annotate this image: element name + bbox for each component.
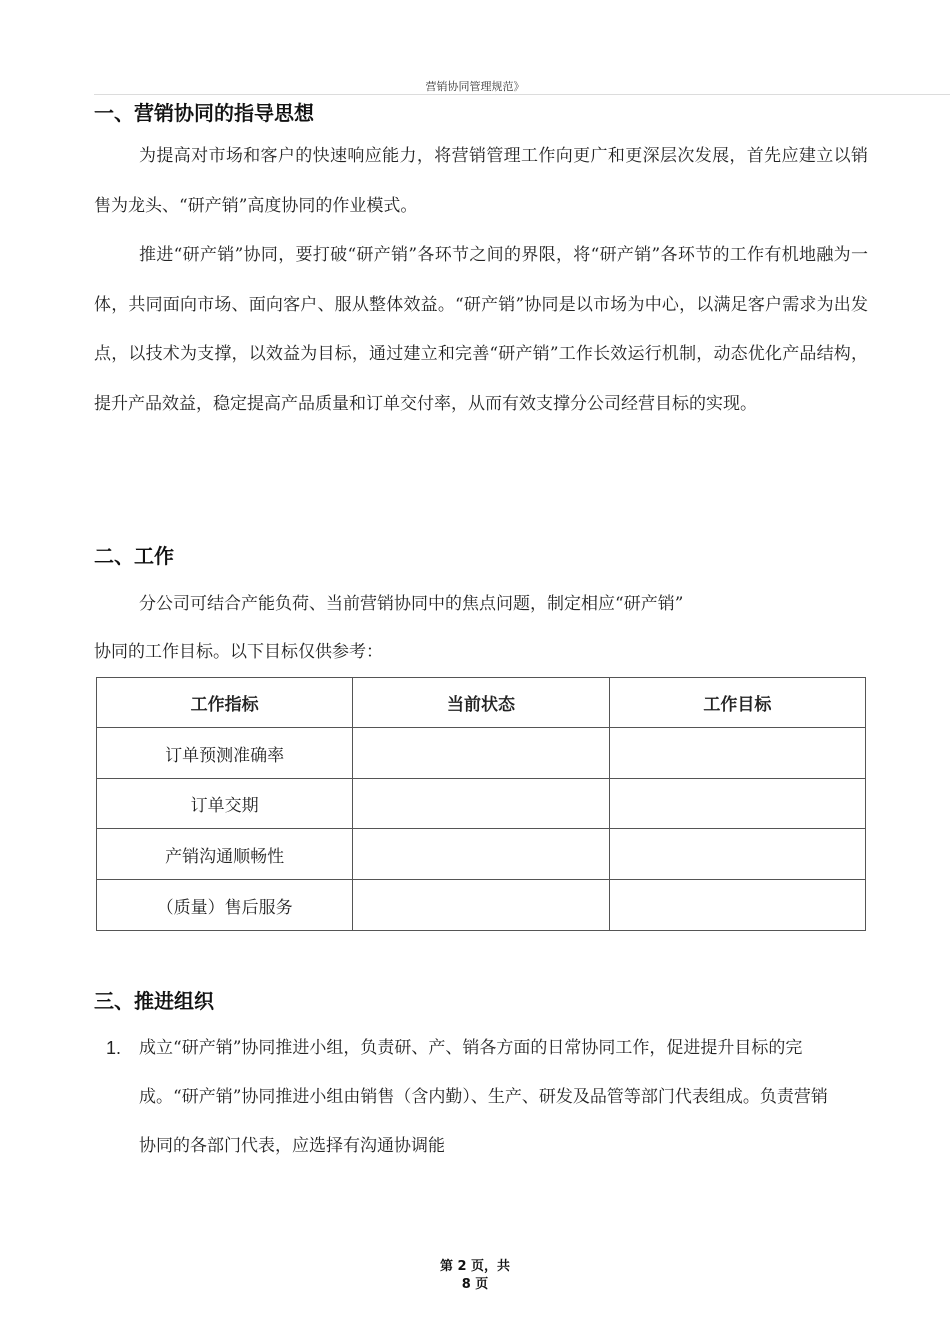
table-header-cell: 工作目标: [609, 678, 865, 728]
table-cell: 订单预测准确率: [97, 728, 353, 779]
section2-line2: 协同的工作目标。以下目标仅供参考：: [94, 642, 383, 662]
table-cell: [353, 829, 609, 880]
table-cell: [353, 779, 609, 829]
table-cell: （质量）售后服务: [97, 880, 353, 931]
table-cell: [609, 829, 865, 880]
page-footer: [0, 1258, 950, 1294]
page-number-line2: 8 页: [461, 1277, 489, 1292]
table-cell: [609, 728, 865, 779]
table-cell: 产销沟通顺畅性: [97, 829, 353, 880]
table-header-cell: 工作指标: [97, 678, 353, 728]
work-targets-table: [96, 677, 866, 931]
table-cell: 订单交期: [97, 779, 353, 829]
table-header-cell: 当前状态: [353, 678, 609, 728]
section1-paragraph1: 为提高对市场和客户的快速响应能力，将营销管理工作向更广和更深层次发展，首先应建立以销售为龙头、“研产销”高度协同的作业模式。: [94, 146, 868, 216]
table-header-row: [97, 678, 866, 728]
table-row: [97, 779, 866, 829]
table-cell: [353, 880, 609, 931]
table-cell: [353, 728, 609, 779]
table-row: [97, 728, 866, 779]
section3-heading: 三、推进组织: [94, 989, 214, 1013]
table-cell: [609, 779, 865, 829]
table-row: [97, 829, 866, 880]
section2-heading: 二、工作: [94, 544, 174, 568]
page-header: 营销协同管理规范》: [425, 81, 525, 93]
list-item-text: 成立“研产销”协同推进小组，负责研、产、销各方面的日常协同工作，促进提升目标的完成。“研产销”协同推进小组由销售（含内勤）、生产、研发及品管等部门代表组成。负责营销协同的各部门代表，应选择有沟通协调能: [139, 1038, 828, 1156]
table-cell: [609, 880, 865, 931]
section1-heading: 一、营销协同的指导思想: [94, 101, 314, 125]
section1-paragraph2: 推进“研产销”协同，要打破“研产销”各环节之间的界限，将“研产销”各环节的工作有机地融为一体，共同面向市场、面向客户、服从整体效益。“研产销”协同是以市场为中心，以满足客户需求为出发点，以技术为支撑，以效益为目标，通过建立和完善“研产销”工作长效运行机制，动态优化产品结构，提升产品效益，稳定提高产品质量和订单交付率，从而有效支撑分公司经营目标的实现。: [94, 245, 868, 414]
table-row: [97, 880, 866, 931]
page-number-line1: 第 2 页，共: [439, 1259, 511, 1274]
section2-line1: 分公司可结合产能负荷、当前营销协同中的焦点问题，制定相应“研产销”: [139, 594, 684, 614]
header-divider: [94, 94, 950, 95]
list-item-number: 1.: [106, 1038, 122, 1058]
